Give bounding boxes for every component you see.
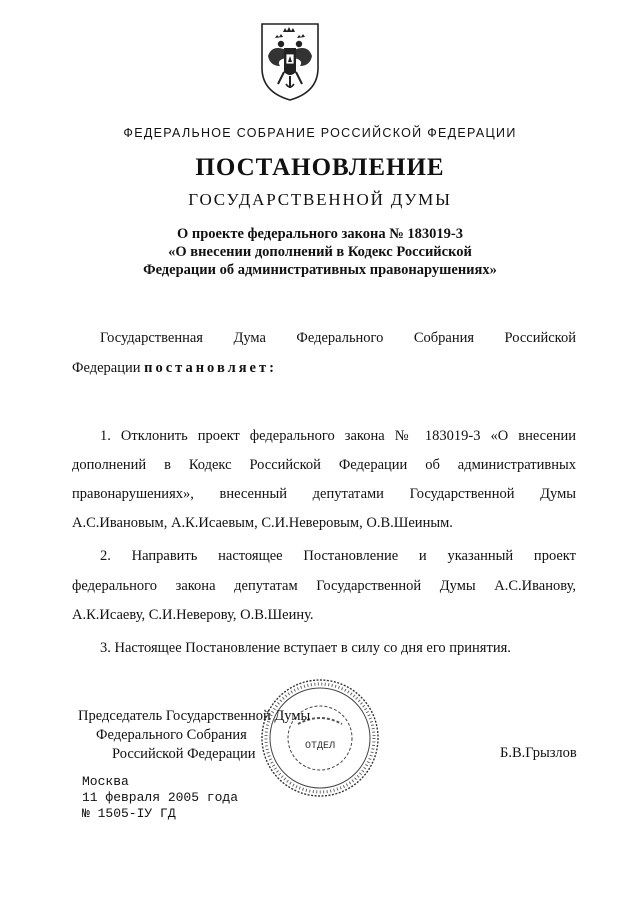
preamble-line bbox=[72, 330, 576, 347]
resolution-keyword: постановляет: bbox=[144, 360, 277, 376]
preamble-word: Государственная bbox=[100, 330, 203, 346]
preamble-word: Собрания bbox=[413, 330, 475, 346]
item-1-line: А.С.Ивановым, А.К.Исаевым, С.И.Неверовым, О.В.Шеиным. bbox=[72, 515, 453, 531]
item-2-line: А.К.Исаеву, С.И.Неверову, О.В.Шеину. bbox=[72, 607, 314, 623]
official-seal-icon bbox=[258, 676, 382, 800]
item-2-line: 2. Направить настоящее Постановление и указанный проект bbox=[100, 548, 576, 564]
assembly-heading: ФЕДЕРАЛЬНОЕ СОБРАНИЕ РОССИЙСКОЙ ФЕДЕРАЦИИ bbox=[123, 126, 517, 140]
coat-of-arms-icon bbox=[258, 20, 322, 102]
preamble-word: Федерального bbox=[296, 330, 384, 346]
registration-number: № 1505-IУ ГД bbox=[82, 806, 176, 821]
subject-line: Федерации об административных правонарушениях» bbox=[143, 262, 497, 278]
signatory-name: Б.В.Грызлов bbox=[500, 745, 577, 761]
preamble-line bbox=[72, 360, 576, 377]
preamble-word: Российской bbox=[504, 330, 576, 346]
signatory-title-line: Российской Федерации bbox=[112, 746, 256, 762]
preamble-word: Дума bbox=[233, 330, 266, 346]
preamble-prefix: Федерации bbox=[72, 360, 145, 376]
item-1-line: 1. Отклонить проект федерального закона № 183019-3 «О внесении bbox=[100, 428, 576, 444]
document-type-title: ПОСТАНОВЛЕНИЕ bbox=[195, 154, 445, 181]
item-1-line: правонарушениях», внесенный депутатами Государственной Думы bbox=[72, 486, 576, 502]
subject-line: О проекте федерального закона № 183019-3 bbox=[176, 226, 464, 242]
signatory-title-line: Федерального Собрания bbox=[96, 727, 247, 743]
signatory-title-line: Председатель Государственной Думы bbox=[78, 708, 311, 724]
item-1-line: дополнений в Кодекс Российской Федерации об административных bbox=[72, 457, 576, 473]
document-issuer-subtitle: ГОСУДАРСТВЕННОЙ ДУМЫ bbox=[188, 190, 452, 209]
issue-city: Москва bbox=[82, 774, 129, 789]
item-2-line: федерального закона депутатам Государственной Думы А.С.Иванову, bbox=[72, 578, 576, 594]
seal-center-text: ОТДЕЛ bbox=[304, 741, 336, 752]
item-3-line: 3. Настоящее Постановление вступает в силу со дня его принятия. bbox=[100, 640, 511, 656]
subject-line: «О внесении дополнений в Кодекс Российской bbox=[168, 244, 472, 260]
issue-date: 11 февраля 2005 года bbox=[82, 790, 239, 805]
